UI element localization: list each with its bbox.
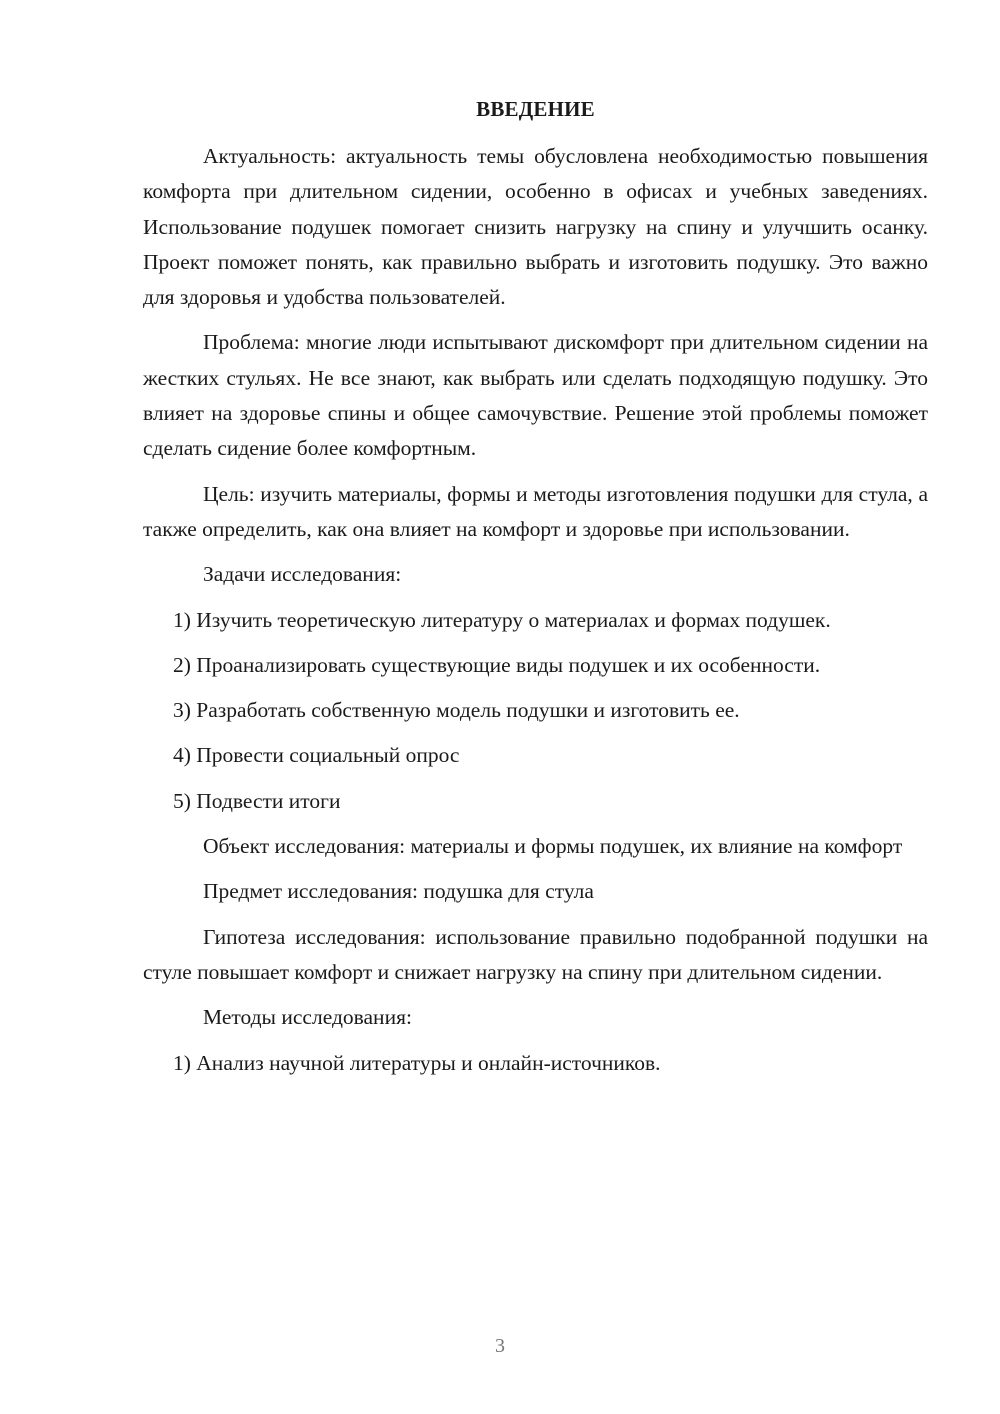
document-page (143, 92, 928, 1091)
paragraph-goal: Цель: изучить материалы, формы и методы изготовления подушки для стула, а также определить, как она влияет на комфорт и здоровье при использовании. (143, 481, 928, 541)
page-number: 3 (495, 1335, 505, 1357)
paragraph-hypothesis: Гипотеза исследования: использование правильно подобранной подушки на стуле повышает комфорт и снижает нагрузку на спину при длительном сидении. (143, 924, 928, 984)
task-item-5: 5) Подвести итоги (173, 788, 341, 813)
section-title: ВВЕДЕНИЕ (476, 97, 595, 121)
task-item-4: 4) Провести социальный опрос (173, 743, 460, 768)
task-item-3: 3) Разработать собственную модель подушки и изготовить ее. (173, 698, 740, 723)
task-item-1: 1) Изучить теоретическую литературу о материалах и формах подушек. (173, 607, 831, 632)
tasks-heading: Задачи исследования: (203, 562, 402, 587)
task-item-2: 2) Проанализировать существующие виды подушек и их особенности. (173, 652, 821, 677)
paragraph-object: Объект исследования: материалы и формы подушек, их влияние на комфорт (203, 834, 903, 859)
methods-heading: Методы исследования: (203, 1005, 412, 1030)
method-item-1: 1) Анализ научной литературы и онлайн-источников. (173, 1050, 661, 1075)
paragraph-subject: Предмет исследования: подушка для стула (203, 879, 594, 904)
paragraph-relevance: Актуальность: актуальность темы обусловлена необходимостью повышения комфорта при длительном сидении, особенно в офисах и учебных заведениях. Использование подушек помогает снизить нагрузку на спину и улучшить осанку. Проект поможет понять, как правильно выбрать и изготовить подушку. Это важно для здоровья и удобства пользователей. (143, 144, 928, 310)
paragraph-problem: Проблема: многие люди испытывают дискомфорт при длительном сидении на жестких стульях. Не все знают, как выбрать или сделать подходящую подушку. Это влияет на здоровье спины и общее самочувствие. Решение этой проблемы поможет сделать сидение более комфортным. (143, 330, 928, 461)
